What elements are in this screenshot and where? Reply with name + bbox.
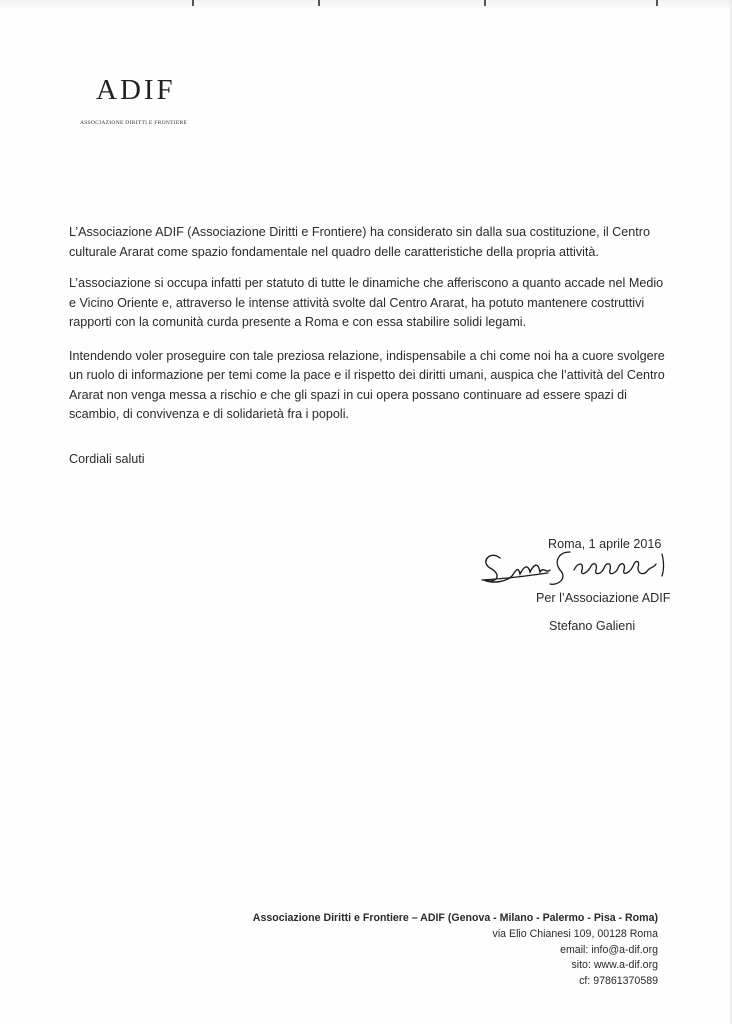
- footer-website: sito: www.a-dif.org: [571, 959, 658, 972]
- letter-footer: [253, 911, 658, 990]
- body-paragraph: Intendendo voler proseguire con tale preziosa relazione, indispensabile a chi come noi ha a cuore svolgere un ruolo di informazione per temi come la pace e il rispetto dei diritti umani, auspica che l’attività del Centro Ararat non venga messa a rischio e che gli spazi in cui opera possano continuare ad essere spazi di scambio, di convivenza e di solidarietà fra i popoli.: [69, 348, 665, 421]
- letter-body: [69, 223, 669, 439]
- footer-email: email: info@a-dif.org: [560, 943, 658, 956]
- scan-mark: [318, 0, 320, 6]
- letterhead-name: ADIF: [96, 74, 176, 106]
- closing-salutation: Cordiali saluti: [69, 452, 145, 466]
- signer-name: Stefano Galieni: [549, 619, 636, 633]
- place-date: Roma, 1 aprile 2016: [548, 537, 662, 551]
- scan-edge-top: [0, 0, 732, 10]
- letterhead-logo: [80, 76, 230, 126]
- footer-tax-code: cf: 97861370589: [579, 975, 658, 988]
- body-paragraph: L’associazione si occupa infatti per statuto di tutte le dinamiche che afferiscono a quanto accade nel Medio e Vicino Oriente e, attraverso le intense attività svolte dal Centro Ararat, ha potuto mantenere costruttivi rapporti con la comunità curda presente a Roma e con essa stabilire solidi legami.: [69, 276, 664, 329]
- scan-mark: [192, 0, 194, 6]
- body-paragraph: L’Associazione ADIF (Associazione Diritti e Frontiere) ha considerato sin dalla sua costituzione, il Centro culturale Ararat come spazio fondamentale nel quadro delle caratteristiche della propria attività.: [69, 225, 650, 259]
- scan-mark: [484, 0, 486, 6]
- scan-mark: [656, 0, 658, 6]
- footer-address: via Elio Chianesi 109, 00128 Roma: [492, 927, 658, 940]
- footer-organization: Associazione Diritti e Frontiere – ADIF (Genova - Milano - Palermo - Pisa - Roma): [252, 912, 658, 924]
- handwritten-signature: [478, 540, 698, 590]
- signature-organization: Per l’Associazione ADIF: [536, 591, 671, 605]
- letterhead-subtitle: ASSOCIAZIONE DIRITTI E FRONTIERE: [80, 120, 188, 126]
